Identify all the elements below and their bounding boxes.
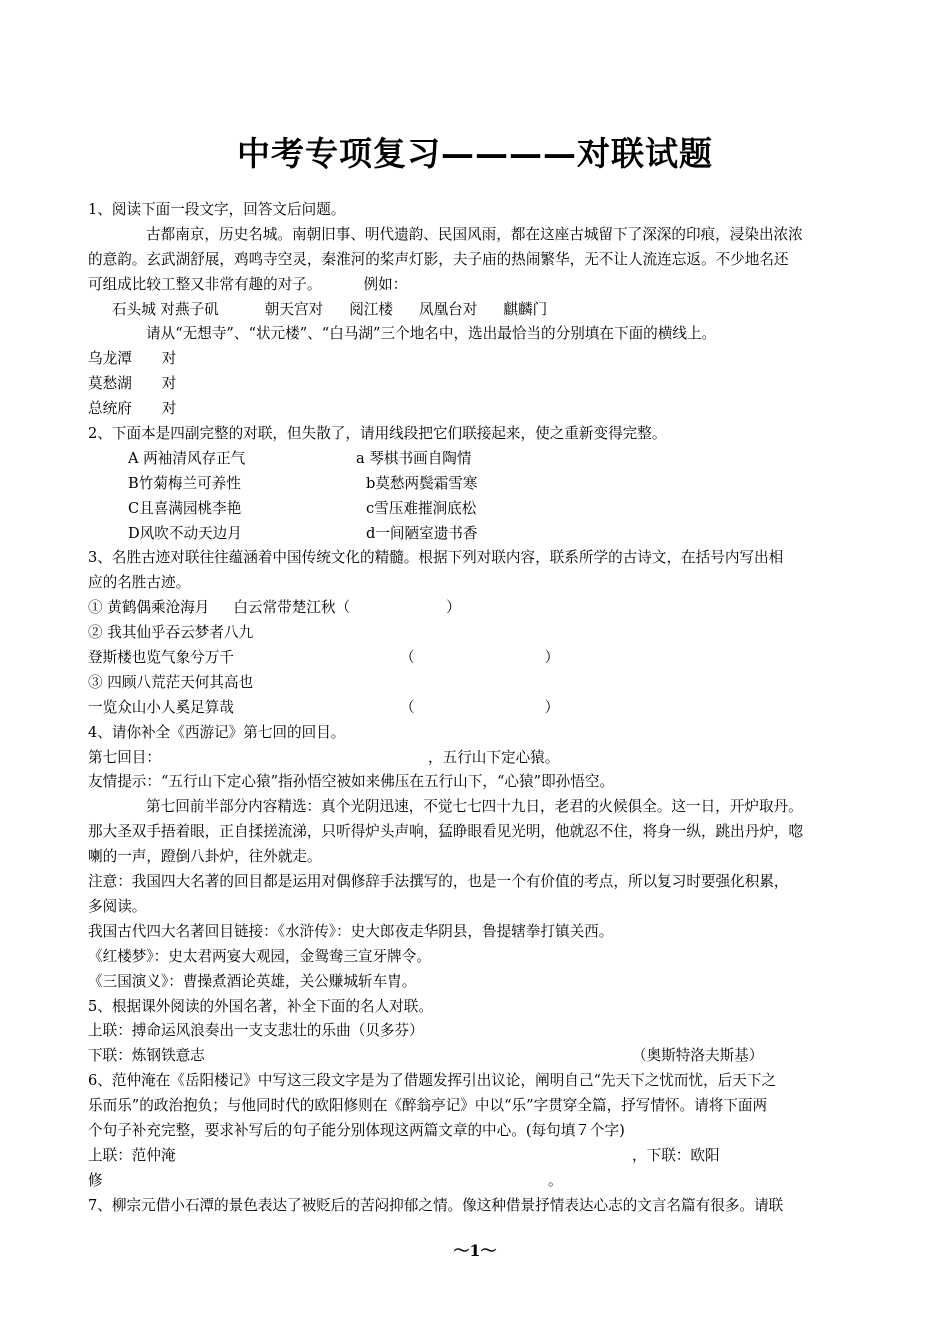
q4-link: 《三国演义》：曹操煮酒论英雄，关公赚城斩车胄。 (88, 972, 417, 990)
q3-heading: 应的名胜古迹。 (88, 574, 191, 592)
q2-right-item: c雪压难摧涧底松 (366, 499, 477, 517)
q3-bracket: （ (400, 649, 415, 667)
q4-heading: 4、请你补全《西游记》第七回的回目。 (88, 723, 346, 741)
q1-answer-row (88, 347, 865, 372)
q5-heading: 5、根据课外阅读的外国名著，补全下面的名人对联。 (88, 997, 433, 1015)
q1-answer-row (88, 372, 865, 397)
q1-example-pair: 石头城 对燕子矶 (112, 300, 219, 318)
q1-example-pair: 凤凰台对 (418, 300, 478, 318)
q3-couplet: ③ 四顾八荒茫天何其高也 (88, 673, 254, 691)
q2-match-row (88, 472, 865, 497)
q2-right-item: d一间陋室遗书香 (366, 524, 478, 542)
q1-place-name: 莫愁湖 (88, 375, 132, 393)
q3-couplet-text: 登斯楼也览气象兮万千 (88, 649, 234, 667)
q3-couplet: ② 我其仙乎吞云梦者八九 (88, 624, 254, 642)
q6-answer-line (88, 1144, 865, 1169)
q4-answer-line (88, 746, 865, 771)
q2-heading: 2、下面本是四副完整的对联，但失散了，请用线段把它们联接起来，使之重新变得完整。 (88, 425, 667, 443)
q6-text: 个句子补充完整，要求补写后的句子能分别体现这两篇文章的中心。(每句填７个字) (88, 1121, 625, 1139)
q3-couplet-text: ① 黄鹤偶乘沧海月 (88, 599, 210, 617)
q1-instruction: 请从“无想寺”、“状元楼”、“白马湖”三个地名中，选出最恰当的分别填在下面的横线上。 (146, 325, 717, 343)
q3-couplet-text: 白云常带楚江秋（ (233, 599, 351, 617)
q2-match-row (88, 447, 865, 472)
q3-couplet (88, 596, 865, 621)
q3-bracket: （ (400, 698, 415, 716)
q5-author: （奥斯特洛夫斯基） (632, 1047, 764, 1065)
q6-lower-label: ，下联：欧阳 (632, 1146, 720, 1164)
q1-place-name: 乌龙潭 (88, 350, 132, 368)
q4-given-half: ，五行山下定心猿。 (428, 748, 560, 766)
document-body (88, 198, 865, 1219)
q1-dui: 对 (161, 350, 177, 368)
q1-paragraph-line (88, 273, 865, 298)
q1-example-label: 例如： (363, 275, 408, 293)
q3-heading: 3、名胜古迹对联往往蕴涵着中国传统文化的精髓。根据下列对联内容，联系所学的古诗文，在括号内写出相 (88, 549, 784, 567)
q1-paragraph-line: 的意韵。玄武湖舒展，鸡鸣寺空灵，秦淮河的桨声灯影，夫子庙的热闹繁华，无不让人流连忘返。不少地名还 (88, 250, 789, 268)
q6-upper-label: 上联：范仲淹 (88, 1146, 176, 1164)
q3-bracket: ） (446, 599, 461, 617)
q3-couplet-text: 一览众山小人奚足算哉 (88, 698, 234, 716)
q5-upper-couplet: 上联：搏命运风浪奏出一支支悲壮的乐曲（贝多芬） (88, 1022, 424, 1040)
q3-couplet (88, 696, 865, 721)
q1-paragraph-text: 可组成比较工整又非常有趣的对子。 (88, 275, 322, 293)
page-number: ～1～ (453, 1241, 497, 1260)
q6-answer-line (88, 1169, 865, 1194)
q6-lower-label: 修 (88, 1171, 103, 1189)
q2-left-item: B竹菊梅兰可养性 (128, 474, 241, 492)
q1-dui: 对 (161, 375, 177, 393)
q2-left-item: C且喜满园桃李艳 (128, 499, 242, 517)
q4-excerpt-line: 那大圣双手捂着眼，正自揉搓流涕，只听得炉头声响，猛睁眼看见光明，他就忍不住，将身一纵，跳出丹炉，唿 (88, 823, 804, 841)
q4-excerpt-line: 喇的一声，蹬倒八卦炉，往外就走。 (88, 848, 322, 866)
q2-left-item: D风吹不动天边月 (128, 524, 242, 542)
q5-lower-text: 下联：炼钢铁意志 (88, 1047, 205, 1065)
q4-note: 多阅读。 (88, 897, 147, 915)
q6-end-mark: 。 (548, 1171, 563, 1189)
q1-place-name: 总统府 (88, 400, 132, 418)
q4-excerpt-line: 第七回前半部分内容精选：真个光阴迅速，不觉七七四十九日，老君的火候俱全。这一日，开炉取丹。 (146, 798, 803, 816)
q4-note: 注意：我国四大名著的回目都是运用对偶修辞手法撰写的，也是一个有价值的考点，所以复习时要强化积累， (88, 873, 789, 891)
q4-hint: 友情提示：“五行山下定心猿”指孙悟空被如来佛压在五行山下，“心猿”即孙悟空。 (88, 773, 615, 791)
q3-couplet (88, 646, 865, 671)
q4-link: 《红楼梦》：史太君两宴大观园，金鸳鸯三宣牙牌令。 (88, 947, 431, 965)
q2-right-item: b莫愁两鬓霜雪寒 (366, 474, 478, 492)
q3-bracket: ） (544, 649, 560, 667)
q6-text: 乐而乐”的政治抱负；与他同时代的欧阳修则在《醉翁亭记》中以“乐”字贯穿全篇，抒写情怀。请将下面两 (88, 1097, 768, 1115)
q2-right-item: a 琴棋书画自陶情 (356, 449, 472, 467)
q2-left-item: A 两袖清风存正气 (128, 449, 246, 467)
q4-label: 第七回目： (88, 748, 161, 766)
q6-text: 6、范仲淹在《岳阳楼记》中写这三段文字是为了借题发挥引出议论，阐明自己“先天下之忧而忧，后天下之 (88, 1072, 777, 1090)
page-title: 中考专项复习————对联试题 (237, 134, 713, 173)
q3-bracket: ） (544, 698, 560, 716)
q1-example-pair: 朝天宫对 (264, 300, 324, 318)
q1-dui: 对 (161, 400, 177, 418)
q1-answer-row (88, 397, 865, 422)
q1-example-pair: 阅江楼 (349, 300, 393, 318)
q2-match-row (88, 522, 865, 547)
q1-example-pair: 麒麟门 (503, 300, 548, 318)
q5-lower-couplet (88, 1044, 865, 1069)
q1-heading: 1、阅读下面一段文字，回答文后问题。 (88, 201, 346, 218)
q7-text: 7、柳宗元借小石潭的景色表达了被贬后的苦闷抑郁之情。像这种借景抒情表达心志的文言名篇有很多。请联 (88, 1196, 784, 1214)
q1-paragraph-line: 古都南京，历史名城。南朝旧事、明代遗韵、民国风雨，都在这座古城留下了深深的印痕，浸染出浓浓 (146, 225, 803, 243)
q2-match-row (88, 497, 865, 522)
q4-link: 我国古代四大名著回目链接：《水浒传》：史大郎夜走华阴县，鲁提辖拳打镇关西。 (88, 922, 614, 940)
q1-examples (88, 298, 865, 323)
